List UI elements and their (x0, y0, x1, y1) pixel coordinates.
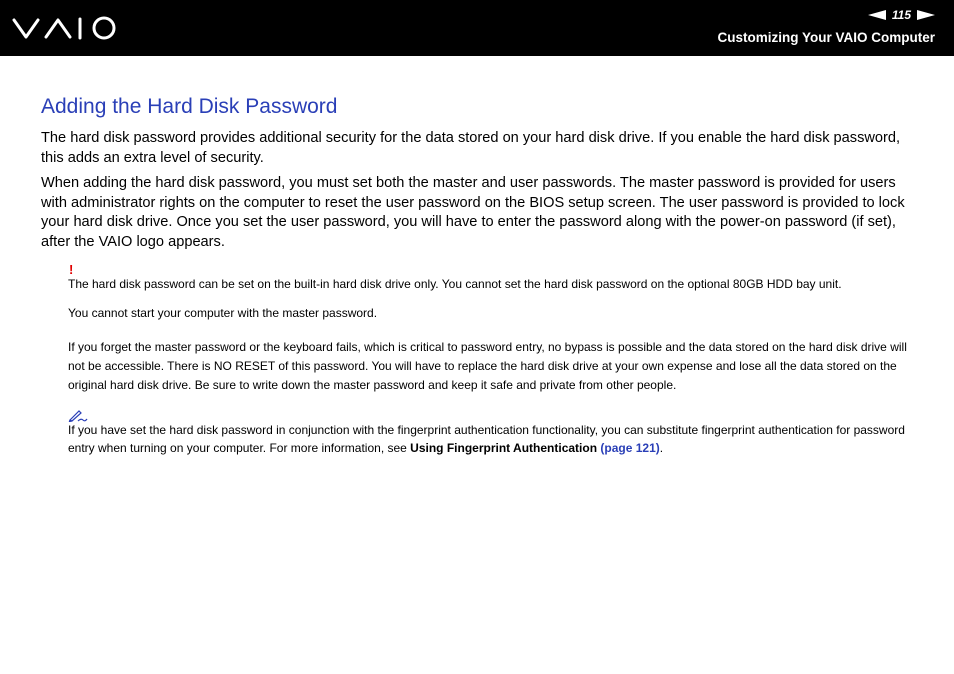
tip-reference: Using Fingerprint Authentication (410, 440, 598, 455)
page-title: Adding the Hard Disk Password (41, 95, 338, 118)
warning-note-2: You cannot start your computer with the master password. (68, 306, 378, 320)
tip-text: If you have set the hard disk password in conjunction with the fingerprint authentication functionality, you can substitute fingerprint authentication for password entry when turning on your computer. For more information, see (68, 423, 905, 455)
warning-note-1: The hard disk password can be set on the built-in hard disk drive only. You cannot set the hard disk password on the optional 80GB HDD bay unit. (68, 277, 842, 291)
vaio-logo (12, 14, 120, 42)
section-title: Customizing Your VAIO Computer (717, 30, 935, 45)
page-navigation (868, 7, 935, 23)
previous-page-arrow-icon[interactable] (868, 10, 886, 20)
tip-end: . (659, 440, 664, 455)
next-page-arrow-icon[interactable] (917, 10, 935, 20)
details-paragraph: When adding the hard disk password, you must set both the master and user passwords. The master password is provided for users with administrator rights on the computer to reset the user password on the BIOS setup screen. The user password is provided to lock your hard disk drive. Once you set the user password, you will have to enter the password along with the power-on password (if set), after the VAIO logo appears. (41, 175, 905, 250)
warning-icon: ! (69, 262, 74, 277)
page-header (0, 0, 954, 56)
warning-note-3: If you forget the master password or the keyboard fails, which is critical to password entry, no bypass is possible and the data stored on the hard disk drive will not be accessible. There is NO RESET of this password. You will have to replace the hard disk drive at your own expense and lose all the data stored on the original hard disk drive. Be sure to write down the master password and keep it safe and private from other people. (68, 340, 907, 392)
intro-paragraph: The hard disk password provides additional security for the data stored on your hard disk drive. If you enable the hard disk password, this adds an extra level of security. (41, 130, 901, 166)
page-121-link[interactable]: (page 121) (600, 440, 660, 455)
tip-note (68, 422, 913, 457)
page-number: 115 (891, 8, 911, 22)
pencil-note-icon (68, 408, 88, 422)
